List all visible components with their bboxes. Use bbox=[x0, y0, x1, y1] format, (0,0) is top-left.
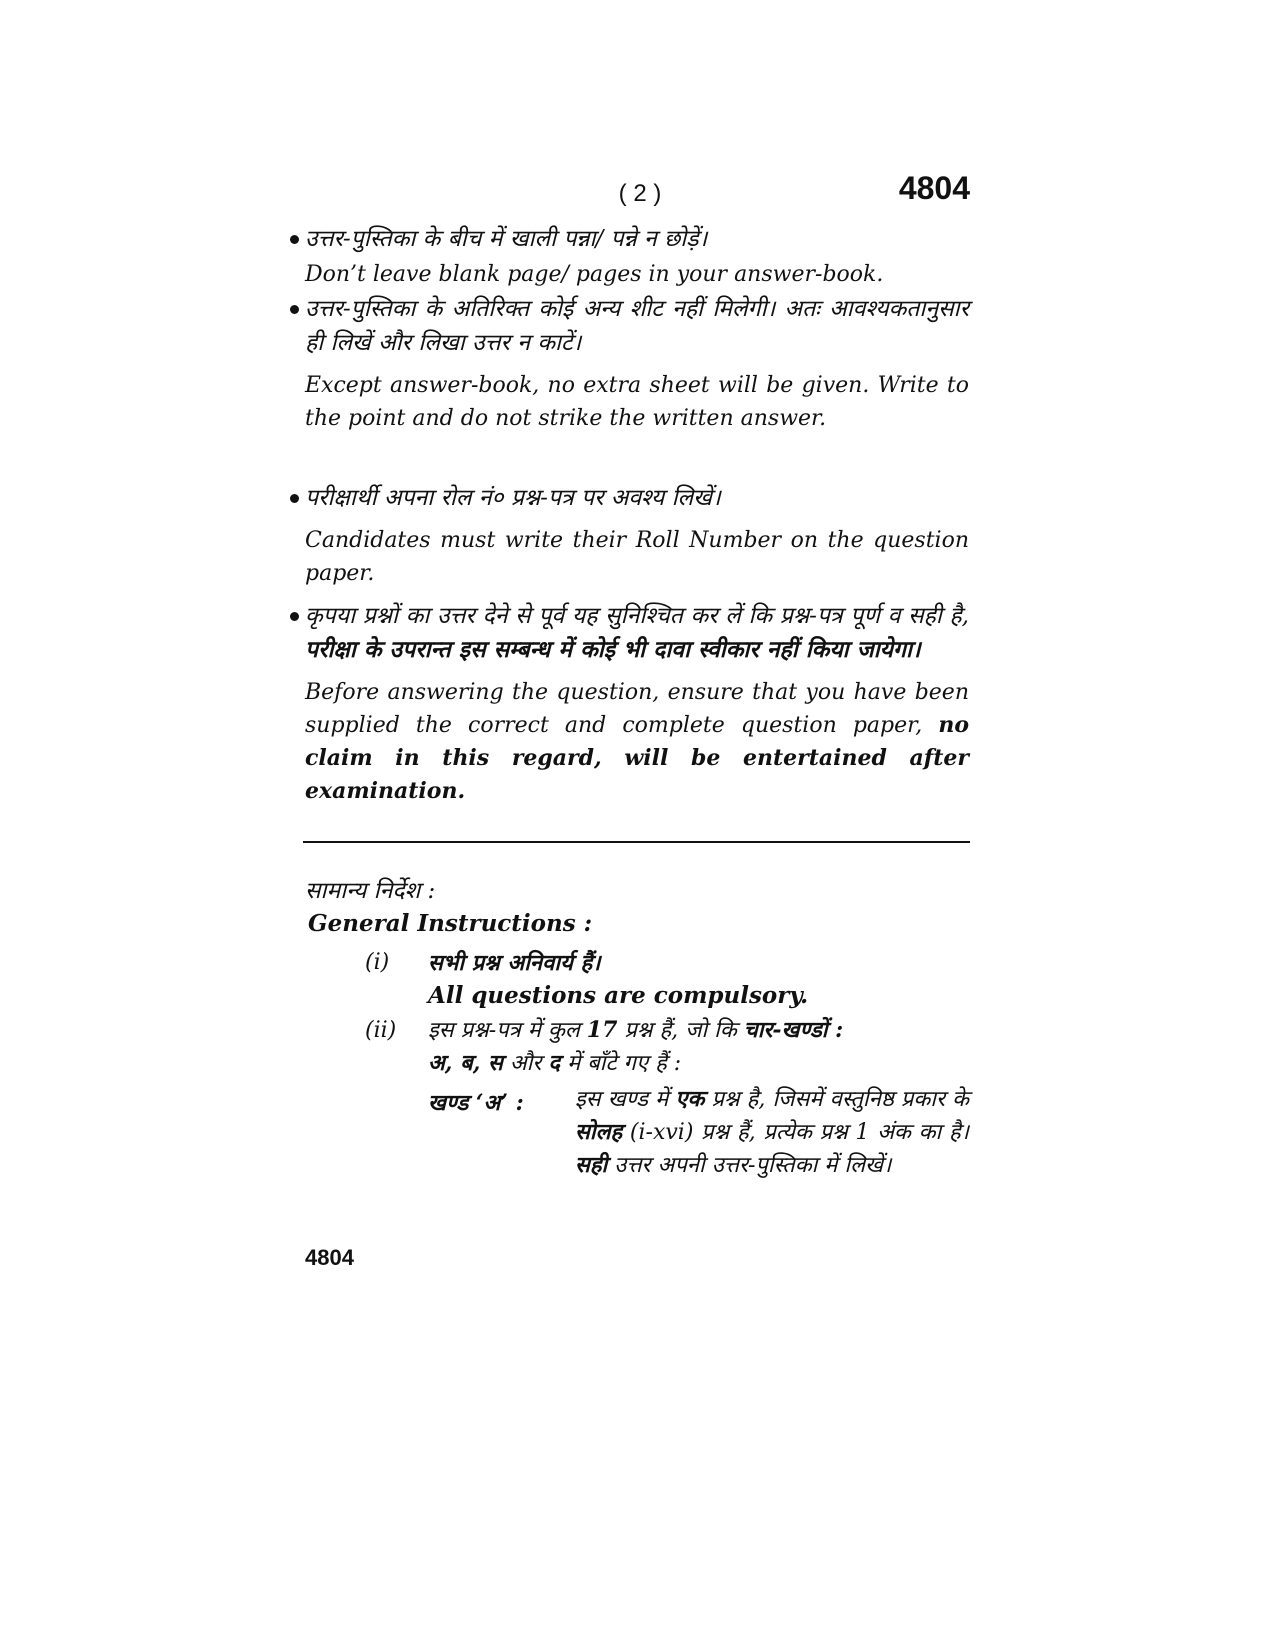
instruction-item bbox=[305, 599, 969, 808]
item-number: (i) bbox=[365, 950, 390, 975]
general-item-hindi: इस प्रश्न-पत्र में कुल 17 प्रश्न हैं, जो कि चार-खण्डों : अ, ब, स और द में बाँटे गए हैं : bbox=[428, 1017, 844, 1076]
bullet-icon bbox=[290, 235, 299, 244]
instruction-item bbox=[305, 222, 969, 291]
general-item-hindi: सभी प्रश्न अनिवार्य हैं। bbox=[428, 950, 601, 976]
instruction-english: Before answering the question, ensure that you have been supplied the correct and complete question paper, no claim in this regard, will be entertained after examination. bbox=[305, 680, 969, 804]
general-instructions-heading-hindi: सामान्य निर्देश : bbox=[305, 878, 436, 904]
general-item-english: All questions are compulsory. bbox=[428, 982, 809, 1009]
bullet-icon bbox=[290, 612, 299, 621]
bullet-icon bbox=[290, 494, 299, 503]
bullet-icon bbox=[290, 305, 299, 314]
section-divider bbox=[303, 841, 970, 843]
instruction-hindi: परीक्षार्थी अपना रोल नं० प्रश्न-पत्र पर अवश्य लिखें। bbox=[305, 485, 721, 511]
instruction-hindi: उत्तर-पुस्तिका के बीच में खाली पन्ना/ पन्ने न छोड़ें। bbox=[305, 226, 708, 252]
instruction-hindi: उत्तर-पुस्तिका के अतिरिक्त कोई अन्य शीट नहीं मिलेगी। अतः आवश्यकतानुसार ही लिखें और लिखा उत्तर न काटें। bbox=[305, 296, 969, 356]
paper-code-footer: 4804 bbox=[305, 1245, 354, 1270]
page-number: ( 2 ) bbox=[618, 180, 662, 207]
section-description: इस खण्ड में एक प्रश्न है, जिसमें वस्तुनिष्ठ प्रकार के सोलह (i-xvi) प्रश्न हैं, प्रत्येक प्रश्न 1 अंक का है। सही उत्तर अपनी उत्तर-पुस्तिका में लिखें। bbox=[575, 1086, 969, 1178]
section-label: खण्ड ‘अ’ : bbox=[428, 1090, 524, 1116]
general-instructions-heading: General Instructions : bbox=[308, 910, 593, 937]
instruction-english: Except answer-book, no extra sheet will be given. Write to the point and do not strike the written answer. bbox=[305, 373, 969, 431]
instruction-english: Candidates must write their Roll Number on the question paper. bbox=[305, 528, 969, 586]
paper-code-header: 4804 bbox=[898, 170, 970, 206]
instruction-item bbox=[305, 292, 969, 435]
item-number: (ii) bbox=[365, 1018, 397, 1043]
instruction-hindi: कृपया प्रश्नों का उत्तर देने से पूर्व यह सुनिश्चित कर लें कि प्रश्न-पत्र पूर्ण व सही है, परीक्षा के उपरान्त इस सम्बन्ध में कोई भी दावा स्वीकार नहीं किया जायेगा। bbox=[305, 603, 969, 663]
instruction-item bbox=[305, 481, 969, 590]
instruction-english: Don’t leave blank page/ pages in your answer-book. bbox=[305, 262, 884, 287]
